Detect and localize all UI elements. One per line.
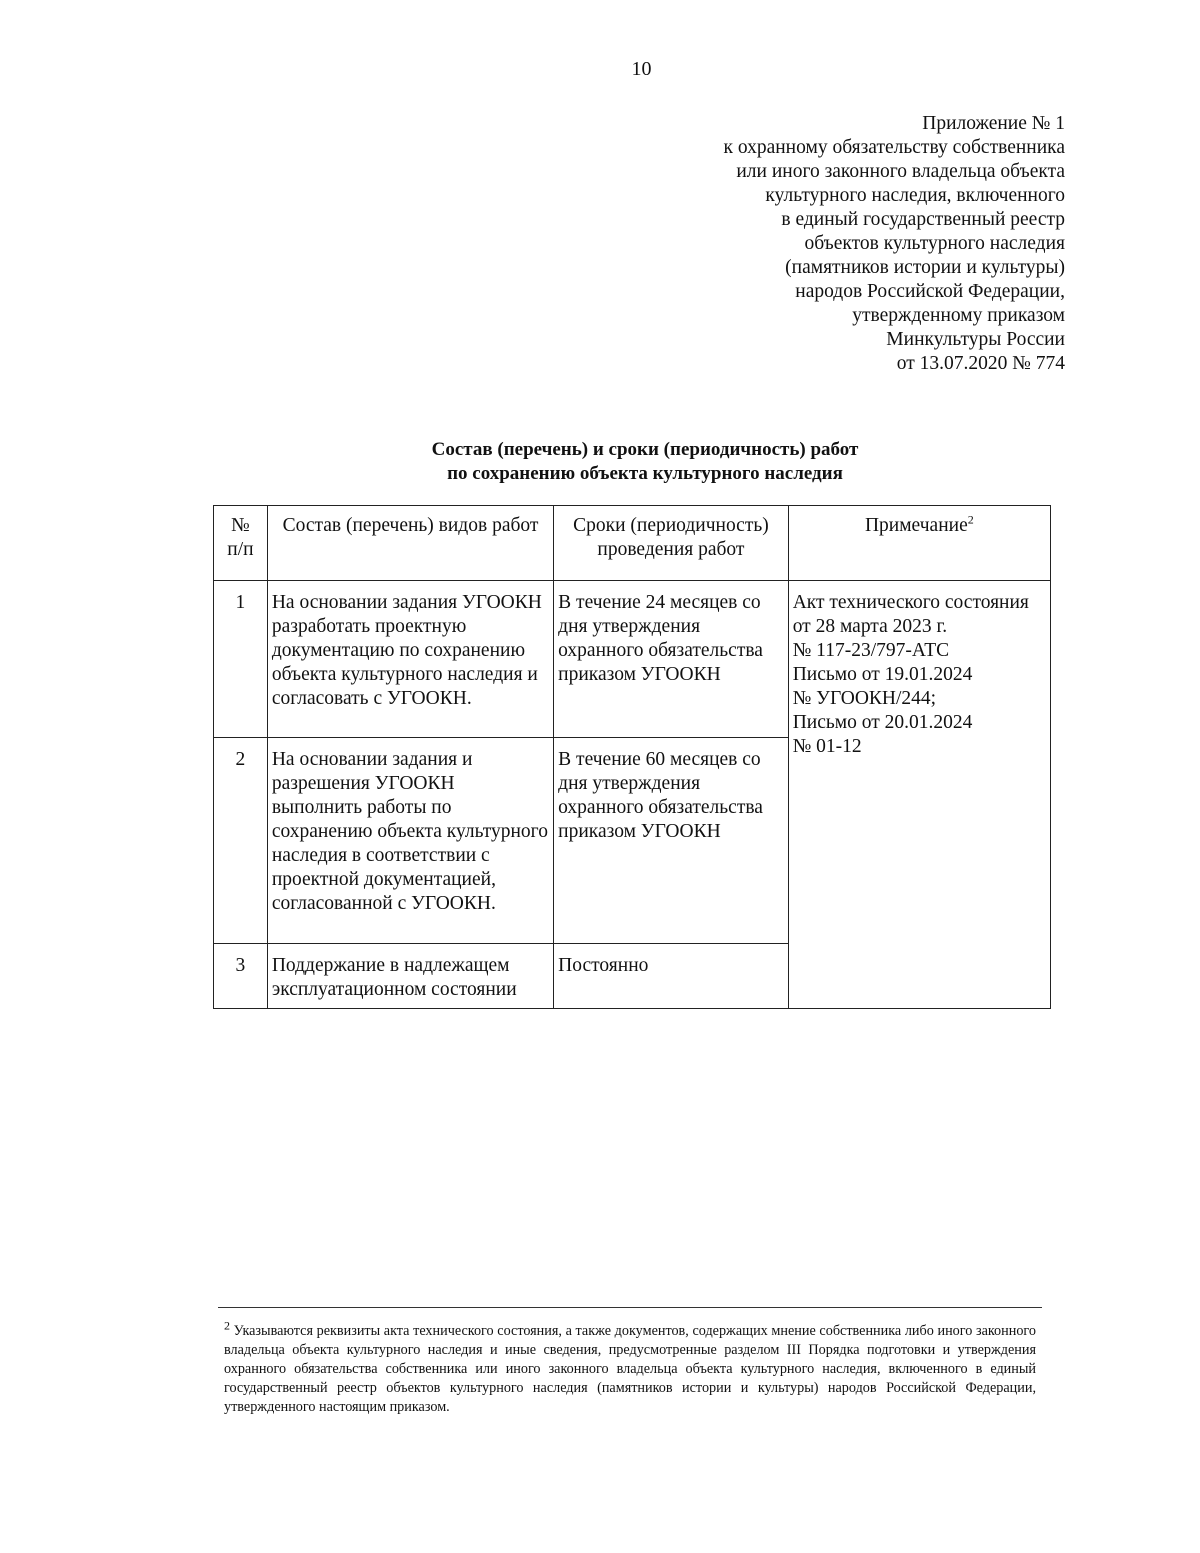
header-num-line-2: п/п xyxy=(227,539,254,560)
footnote-text: Указываются реквизиты акта технического состояния, а также документов, содержащих мнение собственника либо иного законного владельца объекта культурного наследия и иные сведения, предусмотренные разделом III Порядка подготовки и утверждения охранного обязательства собственника или иного законного владельца объекта культурного наследия, включенного в единый государственный реестр объектов культурного наследия (памятников истории и культуры) народов Российской Федерации, утвержденного настоящим приказом. xyxy=(224,1323,1036,1415)
appendix-line: культурного наследия, включенного xyxy=(765,185,1065,206)
title-line-1: Состав (перечень) и сроки (периодичность) работ xyxy=(431,439,859,460)
footnote xyxy=(224,1318,1036,1417)
row-terms: В течение 60 месяцев со дня утверждения охранного обязательства приказом УГООКН xyxy=(554,738,789,944)
appendix-line: от 13.07.2020 № 774 xyxy=(896,353,1065,374)
appendix-line: народов Российской Федерации, xyxy=(795,281,1065,302)
table-header-row xyxy=(214,506,1051,581)
document-title xyxy=(200,438,1090,486)
row-works: На основании задания и разрешения УГООКН выполнить работы по сохранению объекта культурного наследия в соответствии с проектной документацией, согласованной с УГООКН. xyxy=(267,738,553,944)
row-works: На основании задания УГООКН разработать проектную документацию по сохранению объекта культурного наследия и согласовать с УГООКН. xyxy=(267,581,553,738)
note-line: № 117-23/797-АТС xyxy=(792,640,950,661)
appendix-line: утвержденному приказом xyxy=(852,305,1065,326)
note-line: № УГООКН/244; xyxy=(792,688,937,709)
header-num-line-1: № xyxy=(231,515,250,536)
note-line: Письмо от 20.01.2024 xyxy=(792,712,973,733)
footnote-ref: 2 xyxy=(967,512,974,527)
header-num xyxy=(214,506,268,581)
row-num: 2 xyxy=(214,738,268,944)
row-num: 1 xyxy=(214,581,268,738)
footnote-separator xyxy=(218,1307,1042,1308)
appendix-line: Минкультуры России xyxy=(886,329,1065,350)
appendix-line: к охранному обязательству собственника xyxy=(723,137,1065,158)
appendix-line: в единый государственный реестр xyxy=(781,209,1065,230)
row-terms: Постоянно xyxy=(554,944,789,1009)
appendix-line: объектов культурного наследия xyxy=(804,233,1065,254)
appendix-line: или иного законного владельца объекта xyxy=(736,161,1065,182)
title-line-2: по сохранению объекта культурного наследия xyxy=(447,463,843,484)
row-note xyxy=(788,581,1050,1009)
appendix-line: (памятников истории и культуры) xyxy=(785,257,1065,278)
row-num: 3 xyxy=(214,944,268,1009)
header-terms: Сроки (периодичность) проведения работ xyxy=(554,506,789,581)
header-note xyxy=(788,506,1050,581)
note-line: Письмо от 19.01.2024 xyxy=(792,664,973,685)
note-line: Акт технического состояния xyxy=(792,592,1029,613)
note-line: от 28 марта 2023 г. xyxy=(792,616,948,637)
works-table xyxy=(213,505,1051,1009)
header-note-label: Примечание xyxy=(864,515,968,536)
appendix-line: Приложение № 1 xyxy=(922,113,1065,134)
row-works: Поддержание в надлежащем эксплуатационном состоянии xyxy=(267,944,553,1009)
footnote-mark: 2 xyxy=(224,1318,230,1333)
row-terms: В течение 24 месяцев со дня утверждения охранного обязательства приказом УГООКН xyxy=(554,581,789,738)
page-number: 10 xyxy=(631,58,652,80)
table-row xyxy=(214,581,1051,738)
appendix-header xyxy=(545,112,1065,376)
header-works: Состав (перечень) видов работ xyxy=(267,506,553,581)
note-line: № 01-12 xyxy=(792,736,862,757)
